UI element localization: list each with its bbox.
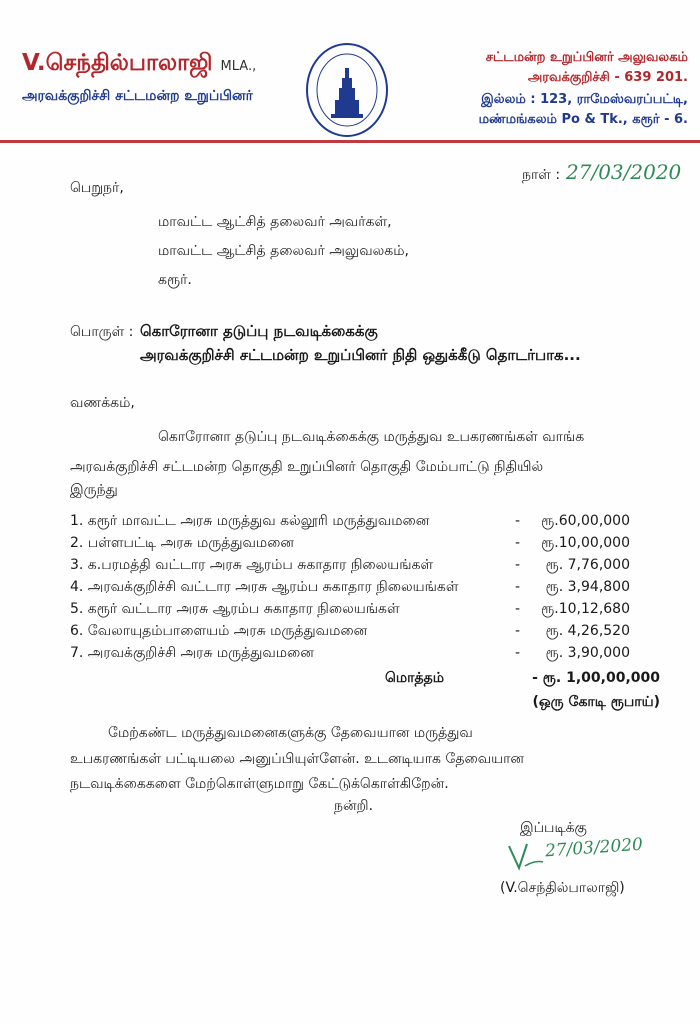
letterhead-role: அரவக்குறிச்சி சட்டமன்ற உறுப்பினர் — [22, 88, 253, 104]
body-intro-line3: இருந்து — [70, 482, 118, 498]
closing-line3: நடவடிக்கைகளை மேற்கொள்ளுமாறு கேட்டுக்கொள்கிறேன். — [70, 776, 449, 792]
body-intro-line1: கொரோனா தடுப்பு நடவடிக்கைக்கு மருத்துவ உபகரணங்கள் வாங்க — [158, 429, 585, 445]
date-label: நாள் : — [522, 167, 561, 183]
list-item: 2. பள்ளபட்டி அரசு மருத்துவமனை - ரூ.10,00,000 — [70, 535, 630, 551]
total-label: மொத்தம் — [385, 670, 444, 686]
letterhead-name — [22, 50, 256, 79]
list-item: 7. அரவக்குறிச்சி அரசு மருத்துவமனை - ரூ. 3,90,000 — [70, 645, 630, 661]
home-address-line2: மண்மங்கலம் Po & Tk., கரூர் - 6. — [478, 112, 688, 127]
date-value: 27/03/2020 — [566, 160, 682, 184]
signature-label: இப்படிக்கு — [520, 820, 587, 836]
body-intro-line2: அரவக்குறிச்சி சட்டமன்ற தொகுதி உறுப்பினர் தொகுதி மேம்பாட்டு நிதியில் — [70, 459, 544, 475]
recipient-line2: மாவட்ட ஆட்சித் தலைவர் அலுவலகம், — [158, 243, 409, 259]
closing-line1: மேற்கண்ட மருத்துவமனைகளுக்கு தேவையான மருத்துவ — [108, 725, 473, 741]
list-item: 1. கரூர் மாவட்ட அரசு மருத்துவ கல்லூரி மருத்துவமனை - ரூ.60,00,000 — [70, 513, 630, 529]
recipient-label: பெறுநர், — [70, 180, 124, 196]
list-item: 4. அரவக்குறிச்சி வட்டார அரசு ஆரம்ப சுகாதார நிலையங்கள் - ரூ. 3,94,800 — [70, 579, 630, 595]
list-item: 5. கரூர் வட்டார அரசு ஆரம்ப சுகாதார நிலையங்கள் - ரூ.10,12,680 — [70, 601, 630, 617]
mla-name: V.செந்தில்பாலாஜி — [22, 50, 213, 76]
recipient-line3: கரூர். — [158, 272, 192, 288]
total-amount: - ரூ. 1,00,00,000 — [532, 670, 660, 686]
letterhead-divider — [0, 140, 700, 143]
subject-line1: கொரோனா தடுப்பு நடவடிக்கைக்கு — [140, 322, 378, 340]
assembly-emblem-icon — [305, 42, 389, 138]
closing-line2: உபகரணங்கள் பட்டியலை அனுப்பியுள்ளேன். உடனடியாக தேவையான — [70, 751, 525, 767]
subject-line2: அரவக்குறிச்சி சட்டமன்ற உறுப்பினர் நிதி ஒதுக்கீடு தொடர்பாக... — [140, 346, 581, 364]
signature-mark-icon — [505, 840, 545, 874]
total-in-words: (ஒரு கோடி ரூபாய்) — [532, 694, 660, 710]
list-item: 3. க.பரமத்தி வட்டார அரசு ஆரம்ப சுகாதார நிலையங்கள் - ரூ. 7,76,000 — [70, 557, 630, 573]
signature-name: (V.செந்தில்பாலாஜி) — [500, 880, 625, 896]
closing-thanks: நன்றி. — [334, 798, 374, 814]
mla-suffix: MLA., — [220, 59, 257, 74]
recipient-line1: மாவட்ட ஆட்சித் தலைவர் அவர்கள், — [158, 214, 392, 230]
office-title: சட்டமன்ற உறுப்பினர் அலுவலகம் — [485, 50, 688, 65]
greeting: வணக்கம், — [70, 395, 135, 411]
subject-label: பொருள் : — [70, 324, 134, 340]
office-address: அரவக்குறிச்சி - 639 201. — [527, 70, 688, 85]
list-item: 6. வேலாயுதம்பாளையம் அரசு மருத்துவமனை - ரூ. 4,26,520 — [70, 623, 630, 639]
signature-date: 27/03/2020 — [544, 834, 644, 862]
home-address-line1: இல்லம் : 123, ராமேஸ்வரப்பட்டி, — [481, 92, 688, 107]
